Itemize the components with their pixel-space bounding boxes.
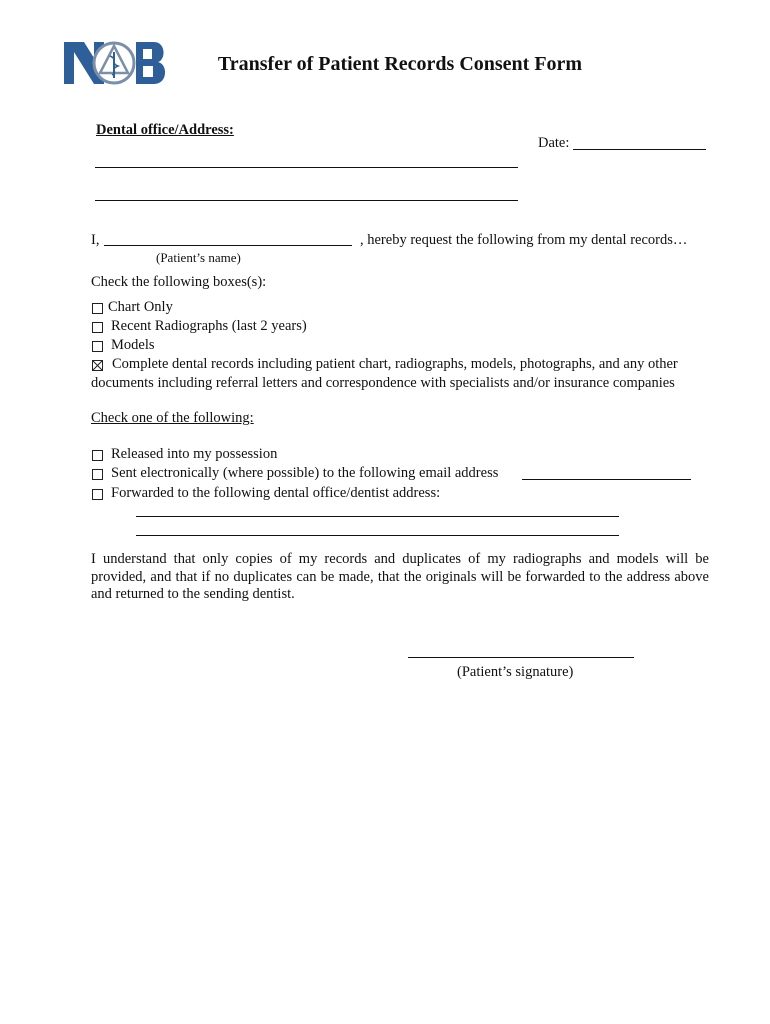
- forward-address-line-1[interactable]: [136, 516, 619, 517]
- patient-name-field[interactable]: [104, 245, 352, 246]
- email-address-field[interactable]: [522, 479, 691, 480]
- sent-electronically-checkbox[interactable]: [92, 469, 103, 480]
- released-possession-label: Released into my possession: [111, 446, 278, 462]
- patient-name-caption: (Patient’s name): [156, 250, 241, 265]
- chart-only-checkbox[interactable]: [92, 303, 103, 314]
- complete-records-checkbox[interactable]: [92, 360, 103, 371]
- recent-radiographs-checkbox[interactable]: [92, 322, 103, 333]
- delivery-heading: Check one of the following:: [91, 410, 254, 426]
- chart-only-label: Chart Only: [108, 299, 173, 315]
- date-label: Date:: [538, 135, 570, 151]
- recent-radiographs-label: Recent Radiographs (last 2 years): [111, 318, 307, 334]
- records-heading: Check the following boxes(s):: [91, 274, 267, 290]
- dental-office-address-line-1[interactable]: [95, 167, 518, 168]
- acknowledgement-paragraph: I understand that only copies of my records and duplicates of my radiographs and models will be provided, and that if no duplicates can be made, that the originals will be forwarded to the address above and returned to the sending dentist.: [91, 551, 709, 602]
- complete-records-label-continued: documents including referral letters and correspondence with specialists and/or insurance companies: [91, 375, 675, 391]
- patient-signature-field[interactable]: [408, 657, 634, 658]
- forwarded-checkbox[interactable]: [92, 489, 103, 500]
- complete-records-label: Complete dental records including patient chart, radiographs, models, photographs, and any other: [112, 356, 678, 372]
- sent-electronically-label: Sent electronically (where possible) to the following email address: [111, 465, 499, 481]
- date-field[interactable]: [573, 149, 706, 150]
- forwarded-label: Forwarded to the following dental office/dentist address:: [111, 485, 441, 501]
- signature-caption: (Patient’s signature): [457, 664, 574, 680]
- request-prefix: I,: [91, 232, 100, 248]
- released-possession-checkbox[interactable]: [92, 450, 103, 461]
- dental-office-address-line-2[interactable]: [95, 200, 518, 201]
- models-label: Models: [111, 337, 155, 353]
- models-checkbox[interactable]: [92, 341, 103, 352]
- request-suffix: , hereby request the following from my dental records…: [360, 232, 688, 248]
- forward-address-line-2[interactable]: [136, 535, 619, 536]
- dental-office-label: Dental office/Address:: [96, 122, 234, 138]
- form-title: Transfer of Patient Records Consent Form: [217, 53, 583, 75]
